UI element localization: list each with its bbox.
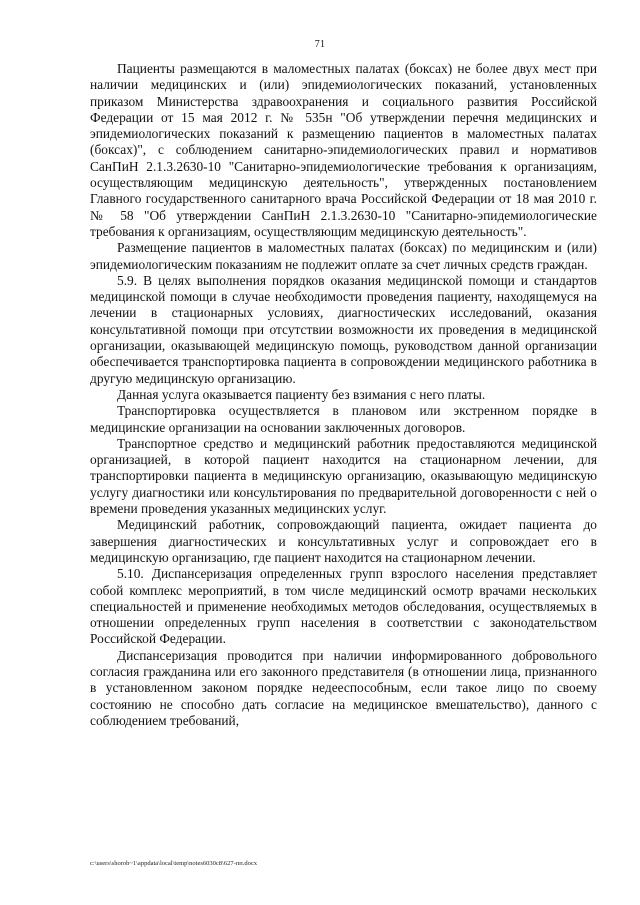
footer-file-path: c:\users\shorob~1\appdata\local\temp\notes6030c8\627-пп.docx bbox=[90, 860, 257, 867]
page-number: 71 bbox=[314, 39, 326, 50]
paragraph-free-service: Данная услуга оказывается пациенту без взимания с него платы. bbox=[117, 386, 486, 402]
document-body bbox=[90, 61, 597, 729]
paragraph-section-5-9: 5.9. В целях выполнения порядков оказания медицинской помощи и стандартов медицинской помощи в случае необходимости проведения пациенту, находящемуся на лечении в стационарных условиях, диагностических исследований, оказания консультативной помощи при отсутствии возможности их проведения в медицинской организации, оказывающей медицинскую помощь, руководством данной организации обеспечивается транспортировка пациента в сопровождении медицинского работника в другую медицинскую организацию. bbox=[90, 272, 597, 386]
paragraph-dispensarization-consent: Диспансеризация проводится при наличии информированного добровольного согласия гражданина или его законного представителя (в отношении лица, признанного в установленном законом порядке недееспособным, если такое лицо по своему состоянию не способно дать согласие на медицинское вмешательство), данного с соблюдением требований, bbox=[90, 647, 597, 728]
paragraph-accompanying-worker: Медицинский работник, сопровождающий пациента, ожидает пациента до завершения диагностических и консультативных услуг и сопровождает его в медицинскую организацию, где пациент находится на стационарном лечении. bbox=[90, 517, 597, 565]
paragraph-boxes-payment: Размещение пациентов в маломестных палатах (боксах) по медицинским и (или) эпидемиологическим показаниям не подлежит оплате за счет личных средств граждан. bbox=[90, 240, 597, 272]
paragraph-vehicle-and-worker: Транспортное средство и медицинский работник предоставляются медицинской организацией, в которой пациент находится на стационарном лечении, для транспортировки пациента в медицинскую организацию, оказывающую медицинскую услугу диагностики или консультирования по предварительной договоренности с ней о времени проведения указанных медицинских услуг. bbox=[90, 435, 597, 517]
paragraph-transportation: Транспортировка осуществляется в плановом или экстренном порядке в медицинские организации на основании заключенных договоров. bbox=[90, 403, 597, 435]
paragraph-section-5-10: 5.10. Диспансеризация определенных групп взрослого населения представляет собой комплекс мероприятий, в том числе медицинский осмотр врачами нескольких специальностей и применение необходимых методов обследования, осуществляемых в отношении определенных групп населения в соответствии с законодательством Российской Федерации. bbox=[90, 566, 597, 647]
paragraph-boxes-placement: Пациенты размещаются в маломестных палатах (боксах) не более двух мест при наличии медицинских и (или) эпидемиологических показаний, установленных приказом Министерства здравоохранения и социального развития Российской Федерации от 15 мая 2012 г. № 535н "Об утверждении перечня медицинских и эпидемиологических показаний к размещению пациентов в маломестных палатах (боксах)", с соблюдением санитарно-эпидемиологических правил и нормативов СанПиН 2.1.3.2630-10 "Санитарно-эпидемиологические требования к организациям, осуществляющим медицинскую деятельность", утвержденных постановлением Главного государственного санитарного врача Российской Федерации от 18 мая 2010 г. № 58 "Об утверждении СанПиН 2.1.3.2630-10 "Санитарно-эпидемиологические требования к организациям, осуществляющим медицинскую деятельность". bbox=[90, 61, 597, 239]
